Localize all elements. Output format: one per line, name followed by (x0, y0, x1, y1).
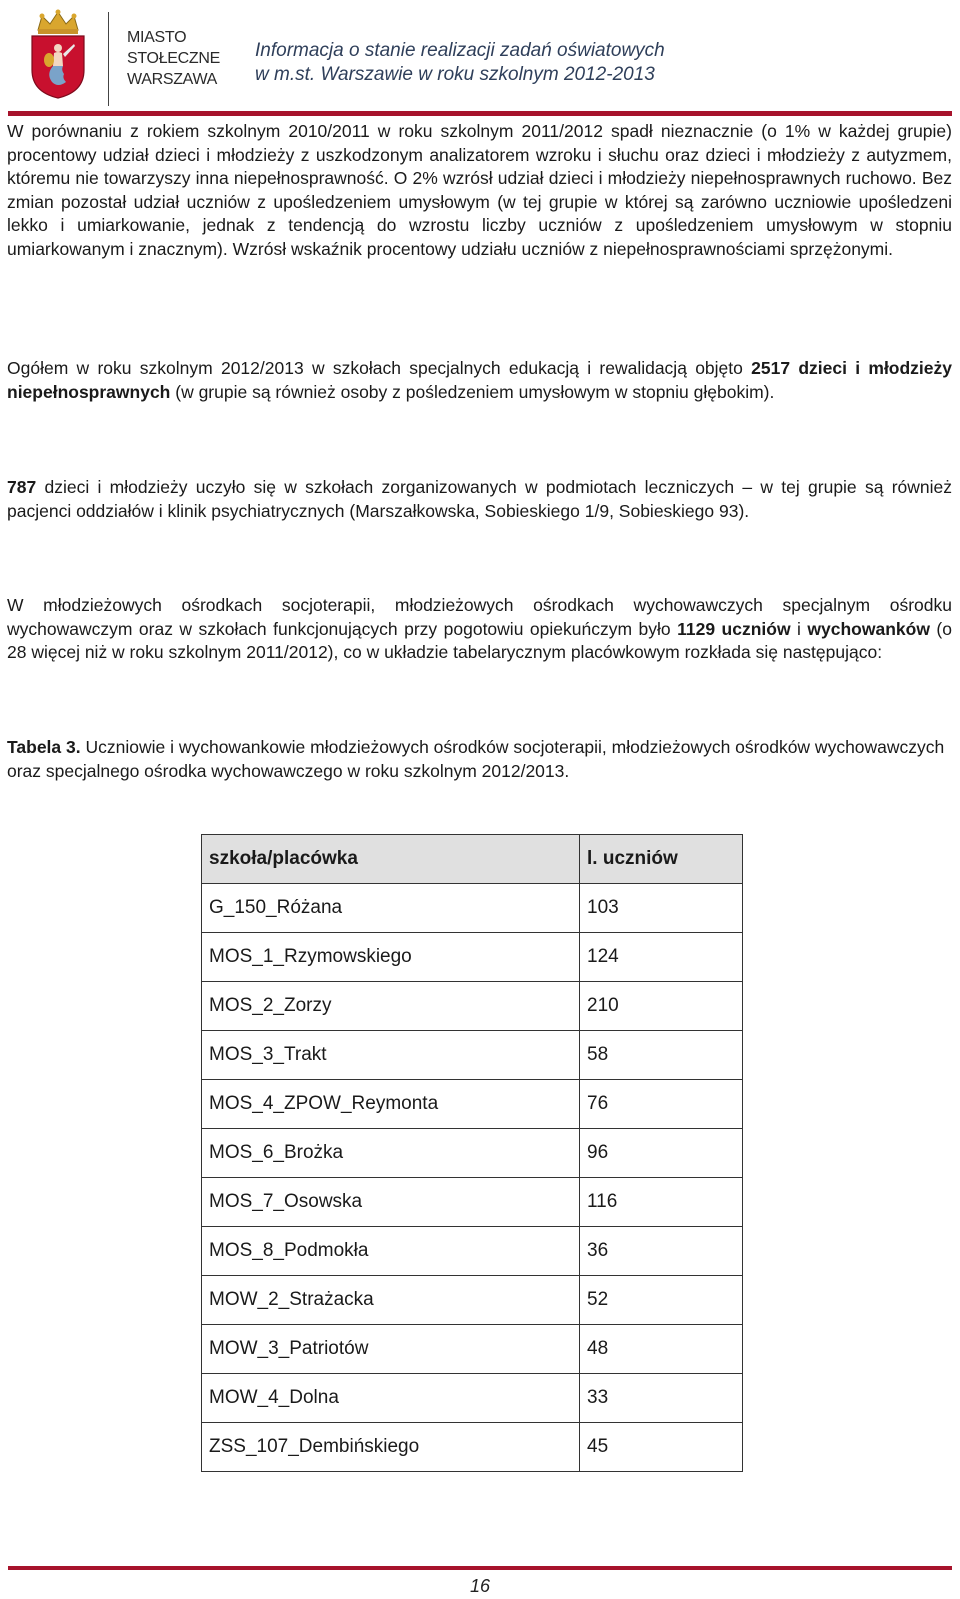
table-cell-count: 124 (580, 933, 743, 982)
table-cell-count: 45 (580, 1423, 743, 1472)
header-rule (8, 111, 952, 116)
table-cell-school: MOW_4_Dolna (202, 1374, 580, 1423)
table-cell-school: G_150_Różana (202, 884, 580, 933)
table-cell-count: 48 (580, 1325, 743, 1374)
page-header (0, 0, 960, 120)
paragraph-2-text-b: (w grupie są również osoby z pośledzeniem umysłowym w stopniu głębokim). (170, 381, 775, 402)
logo-line-3: WARSZAWA (127, 71, 218, 88)
paragraph-4 (7, 594, 952, 665)
table-container (201, 834, 743, 1472)
table-row (202, 1031, 743, 1080)
table-header-row (202, 835, 743, 884)
table-header-count: l. uczniów (580, 835, 743, 884)
table-header-school: szkoła/placówka (202, 835, 580, 884)
table-row (202, 1325, 743, 1374)
table-row (202, 1080, 743, 1129)
table-cell-count: 36 (580, 1227, 743, 1276)
table-cell-school: MOS_3_Trakt (202, 1031, 580, 1080)
table-row (202, 884, 743, 933)
table-row (202, 1276, 743, 1325)
table-row (202, 1423, 743, 1472)
footer-rule (8, 1566, 952, 1570)
table-cell-school: MOS_2_Zorzy (202, 982, 580, 1031)
document-header-title (255, 39, 735, 87)
paragraph-3 (7, 476, 952, 523)
table-row (202, 1129, 743, 1178)
warsaw-coat-of-arms-icon (28, 8, 88, 100)
paragraph-4-bold-2: wychowanków (807, 618, 930, 639)
header-title-line-1: Informacja o stanie realizacji zadań oświatowych (255, 40, 665, 61)
table-cell-count: 52 (580, 1276, 743, 1325)
table-caption-text: Uczniowie i wychowankowie młodzieżowych ośrodków socjoterapii, młodzieżowych ośrodków wychowawczych oraz specjalnego ośrodka wychowawczego w roku szkolnym 2012/2013. (7, 737, 945, 781)
paragraph-3-text: dzieci i młodzieży uczyło się w szkołach zorganizowanych w podmiotach leczniczych – w tej grupie są również pacjenci oddziałów i klinik psychiatrycznych (Marszałkowska, Sobieskiego 1/9, Sobieskiego 93). (7, 477, 952, 521)
table-cell-count: 33 (580, 1374, 743, 1423)
header-title-line-2: w m.st. Warszawie w roku szkolnym 2012-2013 (255, 64, 655, 85)
logo-wordmark (127, 27, 237, 90)
paragraph-4-text-b: (o 28 więcej niż w roku szkolnym 2011/2012), co w układzie tabelarycznym placówkowym rozkłada się następująco: (7, 618, 952, 662)
paragraph-3-bold: 787 (7, 477, 37, 497)
table-cell-school: MOS_1_Rzymowskiego (202, 933, 580, 982)
table-cell-count: 76 (580, 1080, 743, 1129)
table-cell-school: MOW_2_Strażacka (202, 1276, 580, 1325)
table-cell-school: MOW_3_Patriotów (202, 1325, 580, 1374)
paragraph-1: W porównaniu z rokiem szkolnym 2010/2011 w roku szkolnym 2011/2012 spadł nieznacznie (o 1% w każdej grupie) procentowy udział dzieci i młodzieży z uszkodzonym analizatorem wzroku i słuchu oraz dzieci i młodzieży z autyzmem, któremu nie towarzyszy inna niepełnosprawność. O 2% wzrósł udział dzieci i młodzieży niepełnosprawnych ruchowo. Bez zmian pozostał udział uczniów z upośledzeniem umysłowym (w tej grupie w której są zarówno uczniowie upośledzeni lekko i umiarkowanie, jednak z tendencją do wzrostu liczby uczniów z upośledzeniem umysłowym w stopniu umiarkowanym i znacznym). Wzrósł wskaźnik procentowy udziału uczniów z niepełnosprawnościami sprzężonymi. (7, 121, 952, 259)
table-row (202, 982, 743, 1031)
students-table (201, 834, 743, 1472)
table-caption-label: Tabela 3. (7, 737, 81, 757)
paragraph-2-text-a: Ogółem w roku szkolnym 2012/2013 w szkołach specjalnych edukacją i rewalidacją objęto (7, 358, 752, 378)
table-cell-count: 116 (580, 1178, 743, 1227)
table-cell-school: ZSS_107_Dembińskiego (202, 1423, 580, 1472)
paragraph-2 (7, 357, 952, 404)
table-cell-school: MOS_6_Brożka (202, 1129, 580, 1178)
table-cell-count: 58 (580, 1031, 743, 1080)
table-row (202, 1374, 743, 1423)
logo-divider (108, 12, 109, 106)
table-cell-school: MOS_7_Osowska (202, 1178, 580, 1227)
logo-line-1: MIASTO (127, 29, 187, 46)
table-cell-school: MOS_4_ZPOW_Reymonta (202, 1080, 580, 1129)
paragraph-4-bold-1: 1129 uczniów (677, 618, 791, 639)
table-row (202, 1227, 743, 1276)
table-cell-count: 96 (580, 1129, 743, 1178)
table-caption (7, 736, 952, 783)
logo-line-2: STOŁECZNE (127, 50, 221, 67)
paragraph-4-text-a: W młodzieżowych ośrodkach socjoterapii, młodzieżowych ośrodkach wychowawczych specjalnym ośrodku wychowawczym oraz w szkołach funkcjonujących przy pogotowiu opiekuńczym było (7, 595, 952, 639)
paragraph-2-bold: 2517 dzieci i młodzieży niepełnosprawnych (7, 358, 953, 402)
table-cell-count: 210 (580, 982, 743, 1031)
table-row (202, 933, 743, 982)
table-row (202, 1178, 743, 1227)
page-number: 16 (469, 1576, 491, 1596)
table-cell-count: 103 (580, 884, 743, 933)
paragraph-4-mid: i (790, 618, 808, 639)
table-cell-school: MOS_8_Podmokła (202, 1227, 580, 1276)
